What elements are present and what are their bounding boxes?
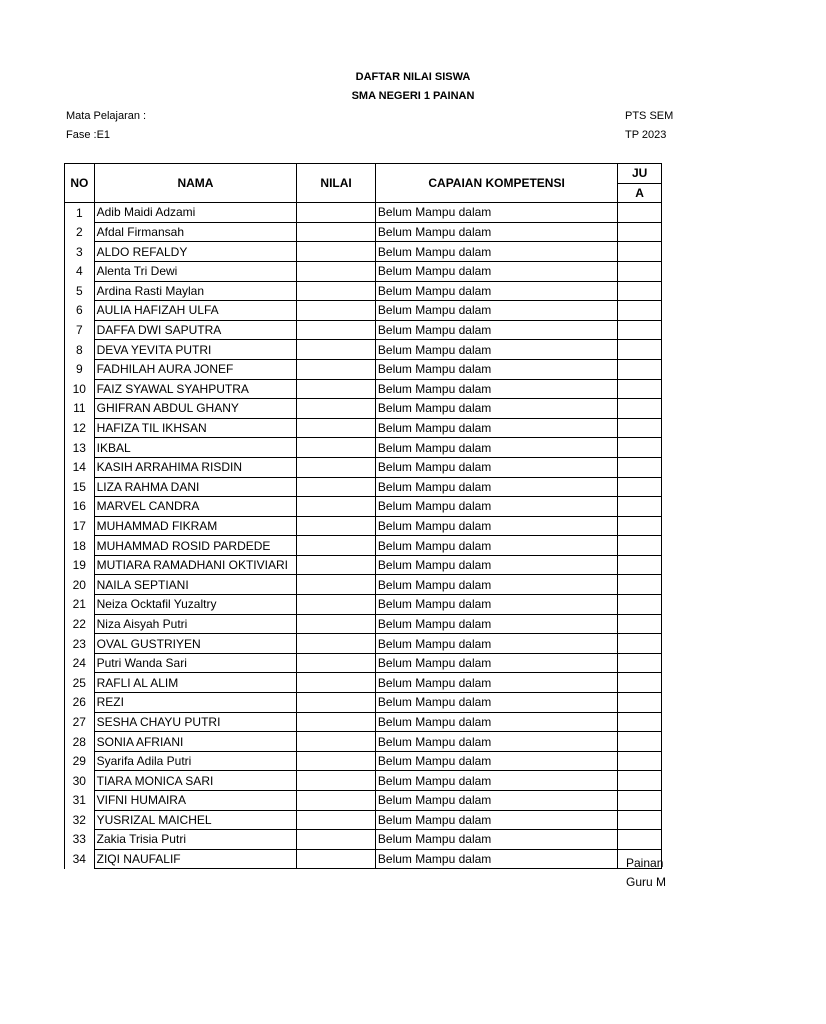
cell-nama: Ardina Rasti Maylan [94,281,297,301]
cell-nilai [297,379,376,399]
cell-no: 7 [65,320,95,340]
cell-nama: VIFNI HUMAIRA [94,791,297,811]
cell-extra [618,712,662,732]
cell-no: 22 [65,614,95,634]
cell-capaian: Belum Mampu dalam [375,771,617,791]
cell-extra [618,418,662,438]
cell-nama: SESHA CHAYU PUTRI [94,712,297,732]
cell-nama: ZIQI NAUFALIF [94,849,297,869]
cell-extra [618,614,662,634]
cell-nama: GHIFRAN ABDUL GHANY [94,399,297,419]
cell-capaian: Belum Mampu dalam [375,634,617,654]
cell-no: 34 [65,849,95,869]
cell-capaian: Belum Mampu dalam [375,830,617,850]
cell-nilai [297,849,376,869]
cell-capaian: Belum Mampu dalam [375,693,617,713]
cell-capaian: Belum Mampu dalam [375,653,617,673]
cell-no: 15 [65,477,95,497]
cell-extra [618,340,662,360]
cell-nama: Putri Wanda Sari [94,653,297,673]
cell-extra [618,222,662,242]
cell-nama: FADHILAH AURA JONEF [94,359,297,379]
cell-nama: SONIA AFRIANI [94,732,297,752]
table-row [65,497,662,517]
table-row [65,575,662,595]
table-row [65,673,662,693]
table-row [65,281,662,301]
cell-nama: MUHAMMAD FIKRAM [94,516,297,536]
cell-nilai [297,438,376,458]
cell-nilai [297,242,376,262]
cell-capaian: Belum Mampu dalam [375,203,617,223]
cell-no: 3 [65,242,95,262]
cell-nilai [297,712,376,732]
cell-extra [618,575,662,595]
cell-nilai [297,732,376,752]
cell-nilai [297,418,376,438]
cell-nilai [297,301,376,321]
cell-extra [618,497,662,517]
cell-no: 2 [65,222,95,242]
cell-extra [618,457,662,477]
cell-nilai [297,536,376,556]
cell-nilai [297,771,376,791]
table-row [65,418,662,438]
table-row [65,536,662,556]
table-row [65,516,662,536]
table-row [65,320,662,340]
cell-capaian: Belum Mampu dalam [375,673,617,693]
cell-extra [618,477,662,497]
cell-extra [618,261,662,281]
table-row [65,261,662,281]
cell-nama: FAIZ SYAWAL SYAHPUTRA [94,379,297,399]
cell-extra [618,438,662,458]
cell-capaian: Belum Mampu dalam [375,849,617,869]
cell-nama: Afdal Firmansah [94,222,297,242]
cell-nilai [297,516,376,536]
cell-nilai [297,222,376,242]
cell-nama: NAILA SEPTIANI [94,575,297,595]
cell-nilai [297,320,376,340]
cell-capaian: Belum Mampu dalam [375,457,617,477]
document-title: DAFTAR NILAI SISWA [355,71,471,83]
cell-nama: KASIH ARRAHIMA RISDIN [94,457,297,477]
cell-capaian: Belum Mampu dalam [375,340,617,360]
cell-extra [618,301,662,321]
cell-no: 30 [65,771,95,791]
cell-no: 33 [65,830,95,850]
year-label: TP 2023 [625,129,667,141]
cell-nama: YUSRIZAL MAICHEL [94,810,297,830]
cell-extra [618,791,662,811]
table-row [65,791,662,811]
cell-no: 23 [65,634,95,654]
cell-nama: Syarifa Adila Putri [94,751,297,771]
cell-nama: OVAL GUSTRIYEN [94,634,297,654]
cell-extra [618,751,662,771]
cell-capaian: Belum Mampu dalam [375,438,617,458]
table-row [65,242,662,262]
cell-no: 32 [65,810,95,830]
cell-extra [618,771,662,791]
cell-extra [618,516,662,536]
cell-capaian: Belum Mampu dalam [375,810,617,830]
cell-capaian: Belum Mampu dalam [375,575,617,595]
cell-capaian: Belum Mampu dalam [375,242,617,262]
cell-nilai [297,595,376,615]
cell-capaian: Belum Mampu dalam [375,359,617,379]
cell-nilai [297,575,376,595]
table-row [65,634,662,654]
cell-capaian: Belum Mampu dalam [375,281,617,301]
cell-capaian: Belum Mampu dalam [375,497,617,517]
table-row [65,457,662,477]
cell-nama: HAFIZA TIL IKHSAN [94,418,297,438]
table-row [65,595,662,615]
cell-no: 28 [65,732,95,752]
cell-capaian: Belum Mampu dalam [375,595,617,615]
table-row [65,399,662,419]
table-row [65,732,662,752]
cell-capaian: Belum Mampu dalam [375,301,617,321]
col-header-no: NO [65,164,95,203]
cell-capaian: Belum Mampu dalam [375,751,617,771]
cell-nama: MARVEL CANDRA [94,497,297,517]
cell-nilai [297,653,376,673]
cell-no: 18 [65,536,95,556]
cell-no: 6 [65,301,95,321]
cell-capaian: Belum Mampu dalam [375,261,617,281]
cell-no: 31 [65,791,95,811]
cell-extra [618,555,662,575]
cell-nilai [297,673,376,693]
cell-extra [618,379,662,399]
cell-extra [618,281,662,301]
cell-capaian: Belum Mampu dalam [375,399,617,419]
cell-no: 27 [65,712,95,732]
cell-nama: DAFFA DWI SAPUTRA [94,320,297,340]
phase-label: Fase :E1 [66,129,111,141]
cell-no: 11 [65,399,95,419]
cell-capaian: Belum Mampu dalam [375,477,617,497]
cell-capaian: Belum Mampu dalam [375,379,617,399]
col-header-capaian: CAPAIAN KOMPETENSI [375,164,617,203]
cell-nilai [297,359,376,379]
exam-label: PTS SEM [625,110,674,122]
cell-extra [618,595,662,615]
cell-extra [618,320,662,340]
table-row [65,379,662,399]
cell-nama: Adib Maidi Adzami [94,203,297,223]
table-row [65,830,662,850]
cell-no: 29 [65,751,95,771]
cell-no: 25 [65,673,95,693]
cell-capaian: Belum Mampu dalam [375,320,617,340]
cell-nama: REZI [94,693,297,713]
cell-no: 26 [65,693,95,713]
cell-nilai [297,555,376,575]
cell-extra [618,399,662,419]
cell-no: 16 [65,497,95,517]
signature-teacher: Guru M [626,875,667,889]
cell-nama: TIARA MONICA SARI [94,771,297,791]
cell-no: 10 [65,379,95,399]
cell-nilai [297,457,376,477]
cell-nilai [297,477,376,497]
table-row [65,438,662,458]
cell-nilai [297,830,376,850]
cell-nilai [297,791,376,811]
cell-extra [618,634,662,654]
table-row [65,693,662,713]
cell-nilai [297,614,376,634]
table-row [65,359,662,379]
table-row [65,477,662,497]
table-row [65,712,662,732]
cell-capaian: Belum Mampu dalam [375,712,617,732]
cell-extra [618,536,662,556]
cell-capaian: Belum Mampu dalam [375,555,617,575]
table-row [65,203,662,223]
cell-capaian: Belum Mampu dalam [375,536,617,556]
cell-nama: LIZA RAHMA DANI [94,477,297,497]
cell-no: 12 [65,418,95,438]
cell-nilai [297,810,376,830]
school-name: SMA NEGERI 1 PAINAN [351,90,475,102]
cell-no: 1 [65,203,95,223]
table-row [65,614,662,634]
cell-capaian: Belum Mampu dalam [375,614,617,634]
table-row [65,849,662,869]
cell-nilai [297,203,376,223]
table-row [65,810,662,830]
grades-table [64,163,662,869]
cell-nilai [297,751,376,771]
cell-capaian: Belum Mampu dalam [375,222,617,242]
cell-no: 8 [65,340,95,360]
cell-nama: DEVA YEVITA PUTRI [94,340,297,360]
cell-nama: Neiza Ocktafil Yuzaltry [94,595,297,615]
table-row [65,751,662,771]
cell-nilai [297,693,376,713]
cell-nilai [297,261,376,281]
cell-nama: MUHAMMAD ROSID PARDEDE [94,536,297,556]
cell-nilai [297,340,376,360]
cell-extra [618,242,662,262]
cell-capaian: Belum Mampu dalam [375,418,617,438]
cell-extra [618,203,662,223]
cell-no: 14 [65,457,95,477]
cell-nama: RAFLI AL ALIM [94,673,297,693]
table-row [65,340,662,360]
cell-nama: ALDO REFALDY [94,242,297,262]
cell-no: 20 [65,575,95,595]
cell-extra [618,673,662,693]
cell-no: 17 [65,516,95,536]
col-header-extra-top: JU [618,164,662,184]
cell-extra [618,653,662,673]
cell-no: 13 [65,438,95,458]
cell-no: 24 [65,653,95,673]
subject-label: Mata Pelajaran : [66,110,147,122]
signature-place: Painan [626,856,664,870]
cell-capaian: Belum Mampu dalam [375,516,617,536]
table-row [65,301,662,321]
col-header-extra-sub: A [618,183,662,203]
cell-nama: MUTIARA RAMADHANI OKTIVIARI [94,555,297,575]
cell-nama: IKBAL [94,438,297,458]
table-row [65,222,662,242]
cell-no: 5 [65,281,95,301]
table-body [65,203,662,869]
cell-no: 21 [65,595,95,615]
cell-no: 4 [65,261,95,281]
cell-extra [618,693,662,713]
cell-extra [618,359,662,379]
col-header-nama: NAMA [94,164,297,203]
cell-nilai [297,281,376,301]
cell-capaian: Belum Mampu dalam [375,732,617,752]
cell-no: 19 [65,555,95,575]
cell-extra [618,810,662,830]
table-row [65,771,662,791]
cell-extra [618,732,662,752]
col-header-nilai: NILAI [297,164,376,203]
table-row [65,653,662,673]
cell-nama: Alenta Tri Dewi [94,261,297,281]
cell-extra [618,830,662,850]
cell-nama: Zakia Trisia Putri [94,830,297,850]
cell-nilai [297,634,376,654]
cell-nilai [297,497,376,517]
cell-nama: Niza Aisyah Putri [94,614,297,634]
cell-nama: AULIA HAFIZAH ULFA [94,301,297,321]
cell-nilai [297,399,376,419]
cell-no: 9 [65,359,95,379]
table-row [65,555,662,575]
cell-capaian: Belum Mampu dalam [375,791,617,811]
